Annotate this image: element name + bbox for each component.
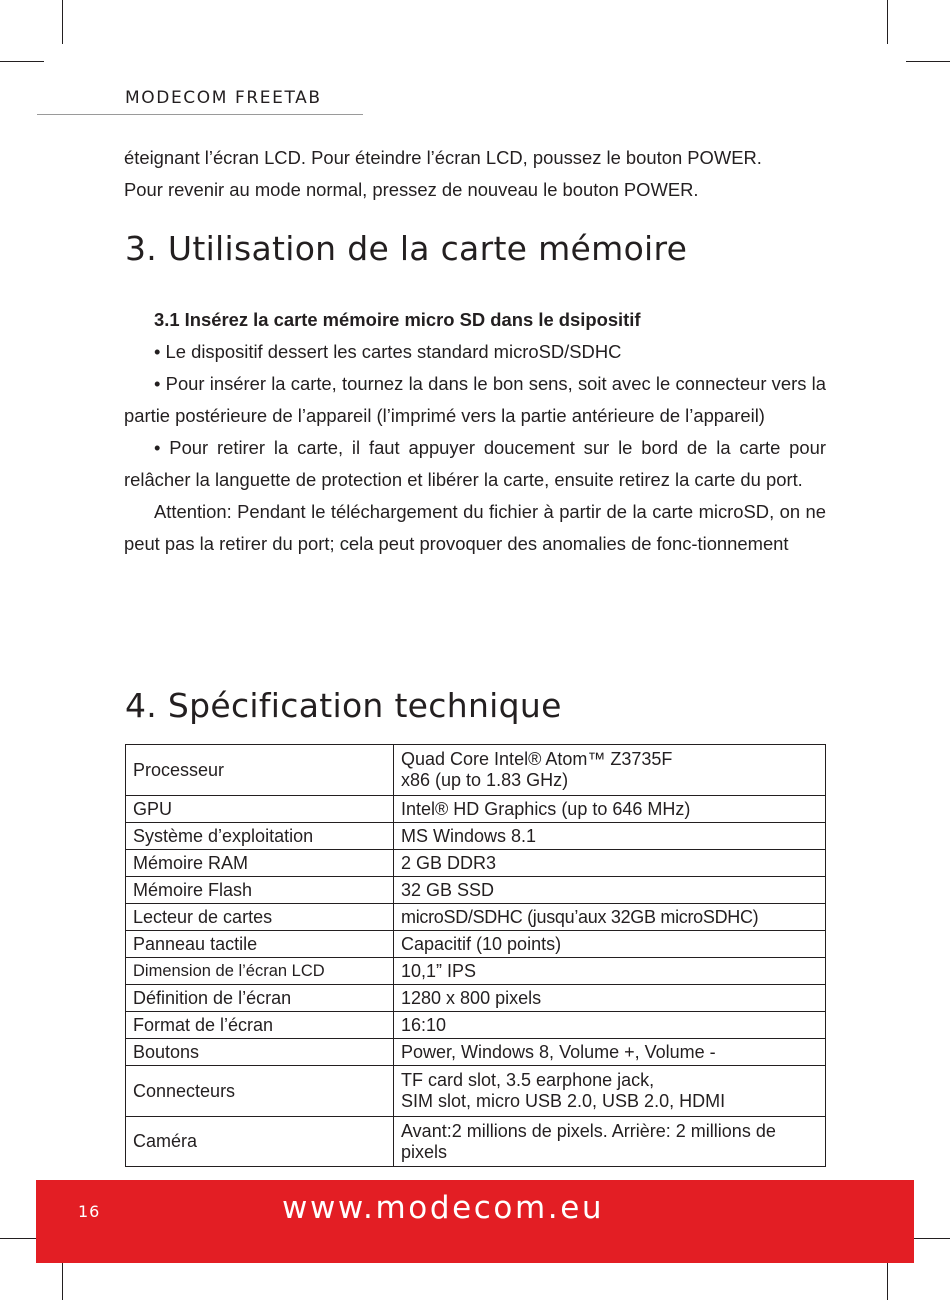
table-row [126, 1012, 826, 1039]
intro-line: Pour revenir au mode normal, pressez de nouveau le bouton POWER. [124, 179, 699, 200]
spec-label: Boutons [126, 1039, 394, 1066]
spec-value: 1280 x 800 pixels [394, 985, 826, 1012]
running-header: MODECOM FREETAB [125, 88, 322, 108]
spec-label: Panneau tactile [126, 931, 394, 958]
crop-mark [906, 61, 950, 62]
spec-value-line: TF card slot, 3.5 earphone jack, [401, 1070, 655, 1090]
intro-line: éteignant l’écran LCD. Pour éteindre l’écran LCD, poussez le bouton POWER. [124, 147, 762, 168]
crop-mark [0, 61, 44, 62]
section-body [124, 304, 826, 560]
page-number: 16 [78, 1202, 101, 1221]
crop-mark [887, 0, 888, 44]
spec-value: MS Windows 8.1 [394, 823, 826, 850]
table-row [126, 796, 826, 823]
spec-value-line: pixels [401, 1141, 448, 1162]
spec-value-line: Quad Core Intel® Atom™ Z3735F [401, 749, 673, 769]
spec-value: 2 GB DDR3 [394, 850, 826, 877]
spec-value: 32 GB SSD [394, 877, 826, 904]
table-row [126, 931, 826, 958]
table-row [126, 877, 826, 904]
spec-value: Power, Windows 8, Volume +, Volume - [394, 1039, 826, 1066]
header-rule [37, 114, 363, 115]
spec-label: Caméra [126, 1117, 394, 1167]
spec-label: GPU [126, 796, 394, 823]
intro-paragraph [124, 142, 826, 206]
spec-label: Connecteurs [126, 1066, 394, 1117]
spec-value [394, 1117, 826, 1167]
spec-value-line: Avant:2 millions de pixels. Arrière: 2 millions de [401, 1120, 776, 1141]
spec-value-line: x86 (up to 1.83 GHz) [401, 770, 569, 790]
body-paragraph: • Pour insérer la carte, tournez la dans le bon sens, soit avec le connecteur vers la partie postérieure de l’appareil (l’imprimé vers la partie antérieure de l’appareil) [124, 373, 826, 426]
body-paragraph: • Le dispositif dessert les cartes standard microSD/SDHC [154, 341, 622, 362]
spec-label: Dimension de l’écran LCD [126, 958, 394, 985]
spec-value: microSD/SDHC (jusqu’aux 32GB microSDHC) [394, 904, 826, 931]
spec-value: Capacitif (10 points) [394, 931, 826, 958]
body-paragraph: Attention: Pendant le téléchargement du fichier à partir de la carte microSD, on ne peut pas la retirer du port; cela peut provoquer des anomalies de fonc-tionnement [124, 501, 826, 554]
table-row [126, 904, 826, 931]
table-row [126, 1066, 826, 1117]
spec-label: Système d’exploitation [126, 823, 394, 850]
table-row [126, 850, 826, 877]
spec-table [125, 744, 826, 1167]
body-paragraph: • Pour retirer la carte, il faut appuyer doucement sur le bord de la carte pour relâcher la languette de protection et libérer la carte, ensuite retirez la carte du port. [124, 437, 826, 490]
spec-label: Définition de l’écran [126, 985, 394, 1012]
website-link[interactable]: www.modecom.eu [282, 1190, 605, 1226]
table-row [126, 1039, 826, 1066]
spec-label: Lecteur de cartes [126, 904, 394, 931]
crop-mark [62, 0, 63, 44]
section-heading: 4. Spécification technique [125, 686, 562, 725]
table-row [126, 1117, 826, 1167]
table-row [126, 958, 826, 985]
footer-band [36, 1180, 914, 1263]
table-row [126, 985, 826, 1012]
spec-value: Intel® HD Graphics (up to 646 MHz) [394, 796, 826, 823]
spec-value: 16:10 [394, 1012, 826, 1039]
table-row [126, 823, 826, 850]
table-row [126, 745, 826, 796]
spec-label: Mémoire RAM [126, 850, 394, 877]
spec-value-line: SIM slot, micro USB 2.0, USB 2.0, HDMI [401, 1091, 726, 1111]
spec-value: 10,1” IPS [394, 958, 826, 985]
spec-label: Processeur [126, 745, 394, 796]
spec-label: Format de l’écran [126, 1012, 394, 1039]
subsection-heading: 3.1 Insérez la carte mémoire micro SD dans le dsipositif [154, 309, 641, 330]
spec-value [394, 1066, 826, 1117]
spec-value [394, 745, 826, 796]
section-heading: 3. Utilisation de la carte mémoire [125, 229, 688, 268]
spec-label: Mémoire Flash [126, 877, 394, 904]
